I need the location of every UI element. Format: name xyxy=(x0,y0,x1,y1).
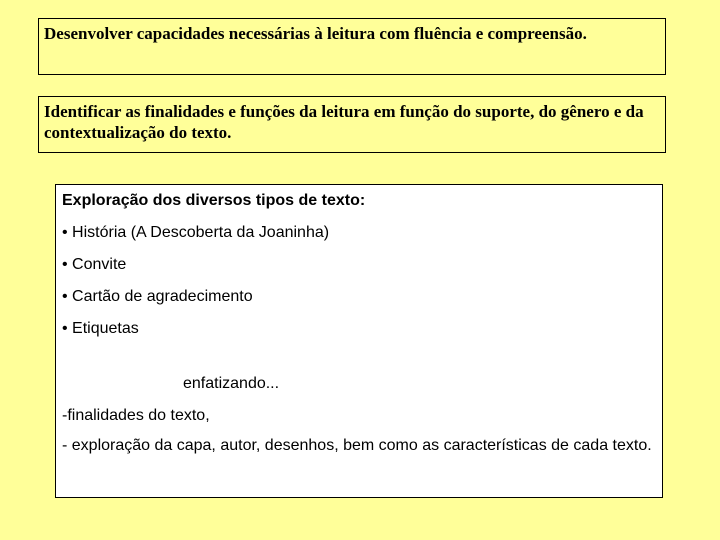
content-box xyxy=(55,184,663,498)
point-text-2: - exploração da capa, autor, desenhos, bem como as características de cada texto. xyxy=(62,437,652,454)
objective-box-1 xyxy=(38,18,666,75)
objective-box-2 xyxy=(38,96,666,153)
objective-text-1: Desenvolver capacidades necessárias à leitura com fluência e compreensão. xyxy=(44,24,587,43)
emphasis-text: enfatizando... xyxy=(183,375,280,392)
list-item: • Cartão de agradecimento xyxy=(62,288,253,305)
list-item: • História (A Descoberta da Joaninha) xyxy=(62,224,330,241)
objective-text-2: Identificar as finalidades e funções da leitura em função do suporte, do gênero e da contextualização do texto. xyxy=(44,102,644,142)
list-item: • Etiquetas xyxy=(62,320,139,337)
content-heading: Exploração dos diversos tipos de texto: xyxy=(62,192,366,209)
list-item: • Convite xyxy=(62,256,127,273)
spacer xyxy=(62,351,656,374)
point-text-1: -finalidades do texto, xyxy=(62,407,210,424)
